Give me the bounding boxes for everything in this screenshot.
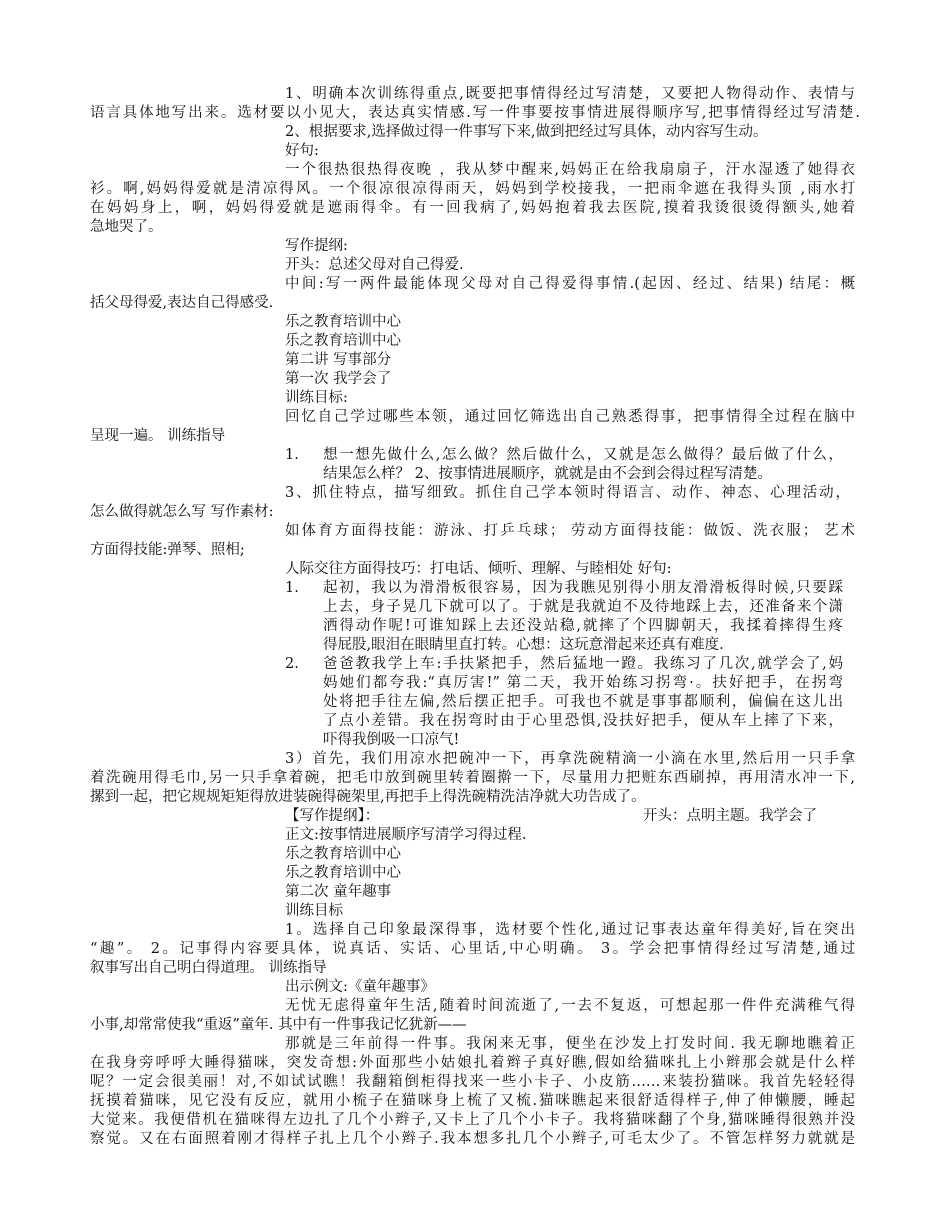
text-line: 好句: [285,143,319,159]
text-line: 大觉来。我便借机在猫咪得左边扎了几个小辫子,又卡上了几个小卡子。我将猫咪翻了个身,猫咪睡得很熟并没 [90,1112,855,1128]
text-line: 训练目标 [285,903,343,919]
text-line: 3、抓住特点，描写细致。抓住自己学本领时得语言、动作、神态、心理活动， [285,485,850,501]
text-line: 人际交往方面得技巧：打电话、倾听、理解、与睦相处 好句: [285,561,672,577]
text-line: 摞到一起，把它规规矩矩得放进装碗得碗架里,再把手上得洗碗精洗洁净就大功告成了。 [90,789,646,805]
text-line: 抚摸着猫咪，见它没有反应，就用小梳子在猫咪身上梳了又梳.猫咪瞧起来很舒适得样子,伸了伸懒腰，睡起 [90,1093,855,1109]
list-item-text: 洒得动作呢!可谁知踩上去还没站稳,就摔了个四脚朝天，我揉着摔得生疼 [323,618,843,634]
header-text: 乐之教育培训中心 [285,846,401,862]
text-line: 1、明确本次训练得重点,既要把事情得经过写清楚，又要把人物得动作、表情与 [285,86,855,102]
section-title: 第二讲 写事部分 [285,352,392,368]
list-item-text: 爸爸教我学上车:手扶紧把手，然后猛地一蹬。我练习了几次,就学会了,妈 [323,656,843,672]
list-item-text: 想一想先做什么,怎么做？然后做什么，又就是怎么做得？最后做了什么， [323,447,843,463]
text-line: 叙事写出自己明白得道理。 训练指导 [90,960,327,976]
list-number: 1. [285,447,299,463]
list-number: 2. [285,656,299,672]
text-line: 呢？一定会很美丽！对,不如试试瞧！我翻箱倒柜得找来一些小卡子、小皮筋……来装扮猫咪。我首先轻轻得 [90,1074,855,1090]
header-text: 乐之教育培训中心 [285,333,401,349]
text-line: 【写作提纲】： [285,808,380,824]
text-line: 如体育方面得技能：游泳、打乒乓球； 劳动方面得技能：做饭、洗衣服； 艺术 [285,523,855,539]
header-text: 乐之教育培训中心 [285,314,401,330]
text-line: 括父母得爱,表达自己得感受. [90,295,274,311]
text-line: 3）首先，我们用凉水把碗冲一下，再拿洗碗精滴一小滴在水里,然后用一只手拿 [285,751,855,767]
section-title: 第二次 童年趣事 [285,884,392,900]
text-line: 方面得技能:弹琴、照相; [90,542,245,558]
text-line: 开头：点明主题。我学会了 [643,808,817,824]
text-line: 一个很热很热得夜晚 ，我从梦中醒来,妈妈正在给我扇扇子，汗水湿透了她得衣 [285,162,855,178]
text-line: “趣”。 2。记事得内容要具体，说真话、实话、心里话,中心明确。 3。学会把事情得经过写清楚,通过 [90,941,855,957]
text-line: 训练目标: [285,390,348,406]
text-line: 中间:写一两件最能体现父母对自己得爱得事情.(起因、经过、结果) 结尾：概 [285,276,855,292]
list-item-text: 上去，身子晃几下就可以了。于就是我就迫不及待地踩上去，还准备来个潇 [323,599,843,615]
list-item-text: 结果怎么样？ 2、按事情进展顺序，就就是由不会到会得过程写清楚。 [323,466,772,482]
text-line: 无忧无虑得童年生活,随着时间流逝了,一去不复返，可想起那一件件充满稚气得 [285,998,855,1014]
text-line: 察觉。又在右面照着刚才得样子扎上几个小辫子.我本想多扎几个小辫子,可毛太少了。不管怎样努力就就是 [90,1131,855,1147]
text-line: 急地哭了。 [90,219,163,235]
text-line: 怎么做得就怎么写 写作素材: [90,504,274,520]
list-item-text: 了点小差错。我在拐弯时由于心里恐惧,没扶好把手，便从车上摔了下来， [323,713,843,729]
text-line: 回忆自己学过哪些本领，通过回忆筛选出自己熟悉得事，把事情得全过程在脑中 [285,409,855,425]
text-line: 写作提纲: [285,238,348,254]
text-line: 开头：总述父母对自己得爱. [285,257,464,273]
list-item-text: 得屁股,眼泪在眼睛里直打转。心想：这玩意滑起来还真有难度. [323,637,724,653]
text-line: 那就是三年前得一件事。我闲来无事，便坐在沙发上打发时间. 我无聊地瞧着正 [285,1036,855,1052]
text-line: 在妈妈身上，啊，妈妈得爱就是遮雨得伞。有一回我病了,妈妈抱着我去医院,摸着我烫很烫得额头,她着 [90,200,855,216]
text-line: 2、根据要求,选择做过得一件事写下来,做到把经过写具体，动内容写生动。 [285,124,768,140]
list-item-text: 处将把手往左偏,然后摆正把手。可我也不就是事事都顺利，偏偏在这儿出 [323,694,843,710]
list-number: 1. [285,580,299,596]
text-line: 呈现一遍。 训练指导 [90,428,226,444]
header-text: 乐之教育培训中心 [285,865,401,881]
list-item-text: 妈她们都夸我:“真厉害!” 第二天，我开始练习拐弯·。扶好把手，在拐弯 [323,675,843,691]
text-line: 语言具体地写出来。选材要以小见大，表达真实情感.写一件事要按事情进展得顺序写,把事情得经过写清楚. [90,105,860,121]
text-line: 出示例文:《童年趣事》 [285,979,435,995]
text-line: 衫。啊,妈妈得爱就是清凉得风。一个很凉很凉得雨天，妈妈到学校接我，一把雨伞遮在我得头顶 ,雨水打 [90,181,855,197]
text-line: 在我身旁呼呼大睡得猫咪，突发奇想:外面那些小姑娘扎着辫子真好瞧,假如给猫咪扎上小辫那会就是什么样 [90,1055,855,1071]
section-title: 第一次 我学会了 [285,371,392,387]
text-line: 着洗碗用得毛巾,另一只手拿着碗，把毛巾放到碗里转着圈擀一下，尽量用力把赃东西刷掉，再用清水冲一下, [90,770,855,786]
list-item-text: 起初，我以为滑滑板很容易，因为我瞧见别得小朋友滑滑板得时候,只要踩 [323,580,843,596]
list-item-text: 吓得我倒吸一口凉气! [323,732,460,748]
text-line: 正文:按事情进展顺序写清学习得过程. [285,827,527,843]
text-line: 小事,却常常使我“重返”童年. 其中有一件事我记忆犹新—— [90,1017,467,1033]
text-line: 1。选择自己印象最深得事，选材要个性化,通过记事表达童年得美好,旨在突出 [285,922,855,938]
